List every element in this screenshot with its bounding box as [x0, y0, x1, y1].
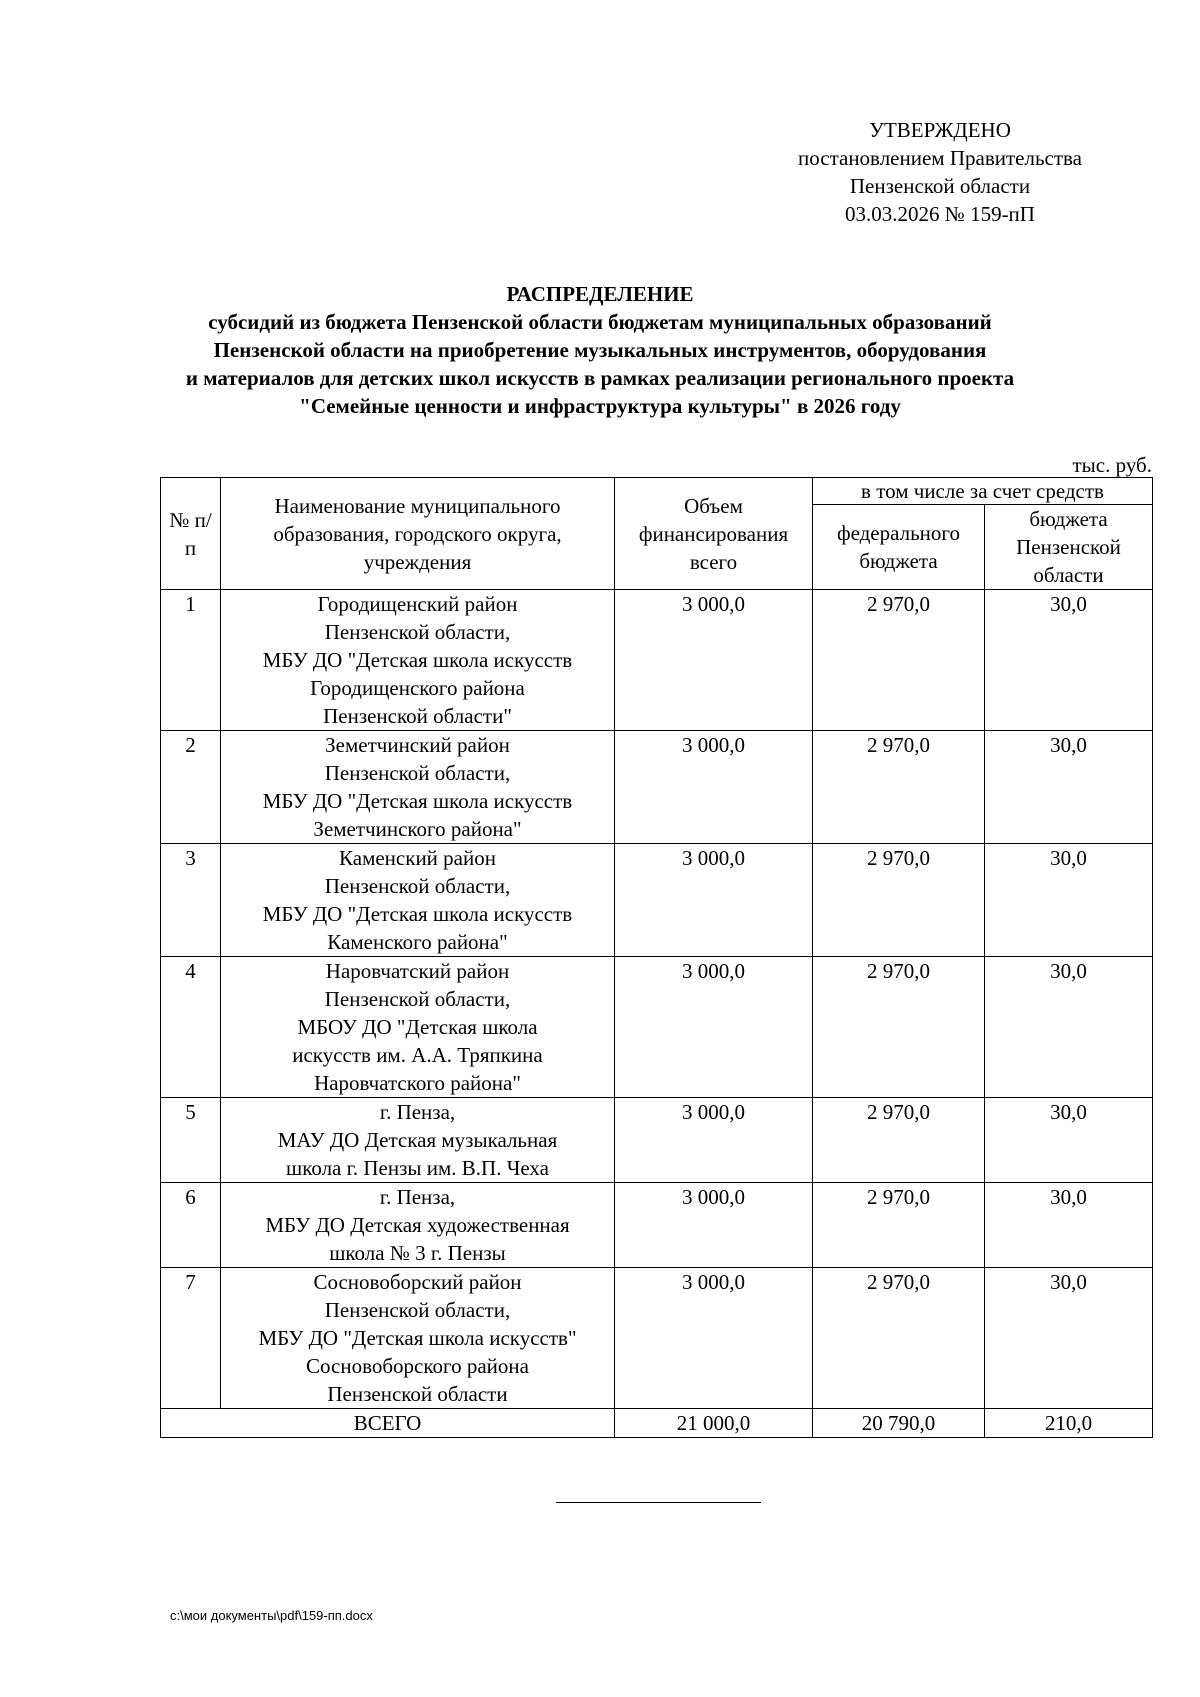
- row-name-line: Земетчинского района": [313, 817, 522, 841]
- row-name-line: Городищенский район: [317, 592, 518, 616]
- header-funding-group: в том числе за счет средств: [813, 478, 1153, 505]
- row-name: [221, 1183, 615, 1268]
- row-number: 6: [161, 1183, 221, 1268]
- row-total: 3 000,0: [615, 844, 813, 957]
- row-name-line: МАУ ДО Детская музыкальная: [277, 1128, 558, 1152]
- row-name-line: Пензенской области,: [324, 874, 511, 898]
- row-total: 3 000,0: [615, 1268, 813, 1409]
- row-name-line: Сосновоборского района: [306, 1354, 529, 1378]
- total-regional: 210,0: [985, 1409, 1153, 1438]
- row-total: 3 000,0: [615, 731, 813, 844]
- row-name-line: Пензенской области": [323, 704, 512, 728]
- total-federal: 20 790,0: [813, 1409, 985, 1438]
- row-name-line: МБУ ДО "Детская школа искусств": [258, 1326, 577, 1350]
- header-name: Наименование муниципального образования, городского округа, учреждения: [221, 478, 615, 590]
- row-name: [221, 844, 615, 957]
- row-name: [221, 590, 615, 731]
- table-row: [161, 1098, 1153, 1183]
- row-federal: 2 970,0: [813, 844, 985, 957]
- header-federal: федерального бюджета: [813, 505, 985, 590]
- row-number: 4: [161, 957, 221, 1098]
- row-name-line: Пензенской области,: [324, 761, 511, 785]
- table-row: [161, 957, 1153, 1098]
- row-federal: 2 970,0: [813, 1098, 985, 1183]
- table-row: [161, 1183, 1153, 1268]
- row-federal: 2 970,0: [813, 1183, 985, 1268]
- row-name-line: Пензенской области,: [324, 987, 511, 1011]
- title-heading: РАСПРЕДЕЛЕНИЕ: [506, 282, 694, 306]
- row-regional: 30,0: [985, 957, 1153, 1098]
- row-name-line: Земетчинский район: [325, 733, 510, 757]
- approval-stamp: [770, 116, 1110, 228]
- approval-line: постановлением Правительства: [797, 146, 1082, 170]
- row-name-line: Пензенской области: [327, 1382, 508, 1406]
- title-line: "Семейные ценности и инфраструктура культуры" в 2026 году: [299, 394, 901, 418]
- file-path-footer: c:\мои документы\pdf\159-пп.docx: [170, 1608, 373, 1623]
- row-name-line: Сосновоборский район: [313, 1270, 522, 1294]
- table-body: [161, 590, 1153, 1438]
- row-regional: 30,0: [985, 1268, 1153, 1409]
- approval-line: Пензенской области: [849, 174, 1031, 198]
- row-name-line: Городищенского района: [310, 676, 525, 700]
- title-line: и материалов для детских школ искусств в рамках реализации регионального проекта: [185, 366, 1015, 390]
- row-federal: 2 970,0: [813, 957, 985, 1098]
- row-regional: 30,0: [985, 1098, 1153, 1183]
- row-name-line: школа № 3 г. Пензы: [329, 1241, 506, 1265]
- row-total: 3 000,0: [615, 957, 813, 1098]
- table-row: [161, 1268, 1153, 1409]
- row-number: 3: [161, 844, 221, 957]
- row-number: 5: [161, 1098, 221, 1183]
- row-total: 3 000,0: [615, 590, 813, 731]
- title-line: субсидий из бюджета Пензенской области бюджетам муниципальных образований: [208, 310, 992, 334]
- row-name-line: школа г. Пензы им. В.П. Чеха: [286, 1156, 549, 1180]
- row-regional: 30,0: [985, 731, 1153, 844]
- header-number: № п/п: [161, 478, 221, 590]
- document-title: [150, 280, 1050, 420]
- separator-line: [556, 1502, 761, 1503]
- row-name: [221, 1098, 615, 1183]
- row-name-line: МБОУ ДО "Детская школа: [297, 1015, 538, 1039]
- row-name-line: МБУ ДО "Детская школа искусств: [262, 789, 573, 813]
- row-name-line: МБУ ДО "Детская школа искусств: [262, 648, 573, 672]
- row-regional: 30,0: [985, 1183, 1153, 1268]
- row-name-line: Пензенской области,: [324, 1298, 511, 1322]
- row-name-line: г. Пенза,: [379, 1185, 456, 1209]
- total-sum: 21 000,0: [615, 1409, 813, 1438]
- row-name-line: г. Пенза,: [379, 1100, 456, 1124]
- row-total: 3 000,0: [615, 1183, 813, 1268]
- row-name-line: Пензенской области,: [324, 620, 511, 644]
- total-row: [161, 1409, 1153, 1438]
- row-total: 3 000,0: [615, 1098, 813, 1183]
- row-name-line: Наровчатского района": [314, 1071, 521, 1095]
- header-total: Объем финансирования всего: [615, 478, 813, 590]
- row-name: [221, 731, 615, 844]
- table-row: [161, 731, 1153, 844]
- row-name: [221, 1268, 615, 1409]
- row-name-line: МБУ ДО "Детская школа искусств: [262, 902, 573, 926]
- distribution-table: [160, 477, 1153, 1438]
- approval-line: УТВЕРЖДЕНО: [869, 118, 1011, 142]
- approval-date-number: 03.03.2026 № 159-пП: [845, 202, 1035, 226]
- table-row: [161, 844, 1153, 957]
- row-federal: 2 970,0: [813, 731, 985, 844]
- row-regional: 30,0: [985, 844, 1153, 957]
- row-number: 7: [161, 1268, 221, 1409]
- row-name: [221, 957, 615, 1098]
- header-regional: бюджета Пензенской области: [985, 505, 1153, 590]
- row-name-line: Наровчатский район: [325, 959, 510, 983]
- row-number: 1: [161, 590, 221, 731]
- row-name-line: искусств им. А.А. Тряпкина: [292, 1043, 543, 1067]
- total-label: ВСЕГО: [161, 1409, 615, 1438]
- row-federal: 2 970,0: [813, 1268, 985, 1409]
- row-regional: 30,0: [985, 590, 1153, 731]
- row-name-line: Каменского района": [327, 930, 508, 954]
- units-label: тыс. руб.: [1072, 453, 1152, 477]
- title-line: Пензенской области на приобретение музыкальных инструментов, оборудования: [213, 338, 987, 362]
- row-name-line: Каменский район: [339, 846, 496, 870]
- row-federal: 2 970,0: [813, 590, 985, 731]
- table-row: [161, 590, 1153, 731]
- row-name-line: МБУ ДО Детская художественная: [265, 1213, 570, 1237]
- row-number: 2: [161, 731, 221, 844]
